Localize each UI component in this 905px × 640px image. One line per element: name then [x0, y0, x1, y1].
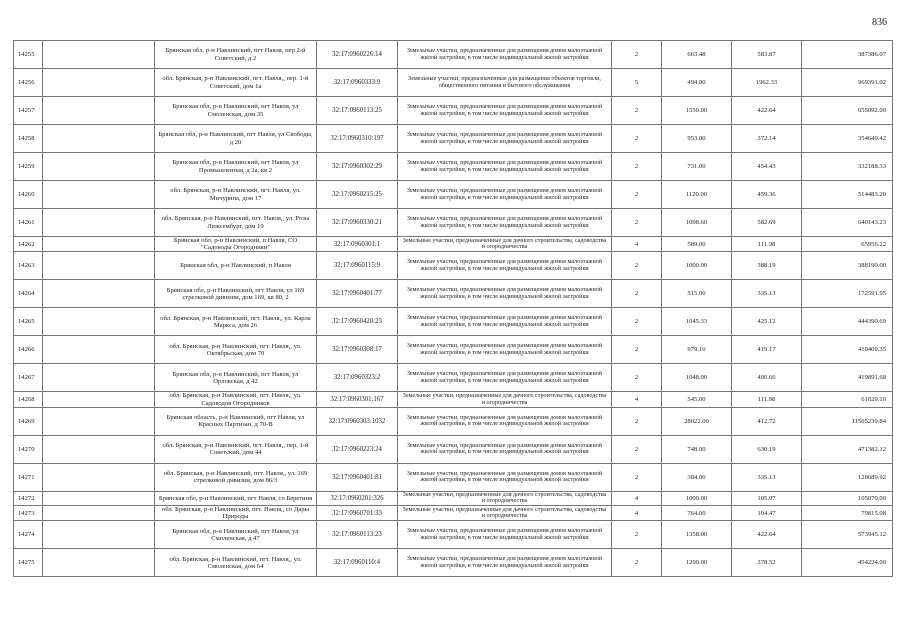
group-cell: 2 [612, 336, 662, 364]
cadastral-number-cell: 32:17:0960113:25 [317, 97, 398, 125]
area-cell: 1358.00 [662, 521, 732, 549]
table-body [14, 41, 893, 577]
row-number: 14269 [14, 407, 43, 435]
land-use-cell: Земельные участки, предназначенные для дачного строительства, садоводства и огородничества [398, 392, 612, 407]
land-registry-table [13, 40, 893, 577]
row-number: 14256 [14, 69, 43, 97]
address-cell: Брянская обл, р-н Навлинский, пгт Навля, ул Смоленская, дом 35 [155, 97, 317, 125]
empty-cell [43, 280, 155, 308]
group-cell: 2 [612, 209, 662, 237]
land-use-cell: Земельные участки, предназначенные для дачного строительства, садоводства и огородничества [398, 237, 612, 252]
land-use-cell: Земельные участки, предназначенные для размещения домов малоэтажной жилой застройки, в том числе индивидуальной жилой застройки [398, 364, 612, 392]
land-use-cell: Земельные участки, предназначенные для размещения домов малоэтажной жилой застройки, в том числе индивидуальной жилой застройки [398, 407, 612, 435]
row-number: 14271 [14, 463, 43, 491]
row-number: 14268 [14, 392, 43, 407]
address-cell: Брянская обл, р-н Навлинский, пгт Навля, ул 169 стрелковой дивизии, дом 169, кв 80, 2 [155, 280, 317, 308]
group-cell: 4 [612, 491, 662, 505]
empty-cell [43, 308, 155, 336]
group-cell: 2 [612, 125, 662, 153]
table-row [14, 549, 893, 577]
cadastral-value-cell: 454224.00 [802, 549, 893, 577]
rate-cell: 422.64 [732, 97, 802, 125]
group-cell: 2 [612, 364, 662, 392]
row-number: 14273 [14, 506, 43, 521]
table-row [14, 336, 893, 364]
row-number: 14259 [14, 153, 43, 181]
cadastral-value-cell: 11565239.84 [802, 407, 893, 435]
land-use-cell: Земельные участки, предназначенные для размещения домов малоэтажной жилой застройки, в том числе индивидуальной жилой застройки [398, 125, 612, 153]
rate-cell: 378.52 [732, 549, 802, 577]
rate-cell: 372.14 [732, 125, 802, 153]
address-cell: обл. Брянская, р-н Навлинский, пгт. Навля,, ул. Розы Люксембург, дом 19 [155, 209, 317, 237]
cadastral-value-cell: 61029.10 [802, 392, 893, 407]
area-cell: 748.00 [662, 435, 732, 463]
area-cell: 384.00 [662, 463, 732, 491]
land-use-cell: Земельные участки, предназначенные для размещения домов малоэтажной жилой застройки, в том числе индивидуальной жилой застройки [398, 209, 612, 237]
cadastral-number-cell: 32:17:0960330:21 [317, 209, 398, 237]
group-cell: 2 [612, 41, 662, 69]
empty-cell [43, 407, 155, 435]
group-cell: 4 [612, 237, 662, 252]
cadastral-value-cell: 640143.23 [802, 209, 893, 237]
land-use-cell: Земельные участки, предназначенные для размещения домов малоэтажной жилой застройки, в том числе индивидуальной жилой застройки [398, 280, 612, 308]
rate-cell: 412.72 [732, 407, 802, 435]
empty-cell [43, 364, 155, 392]
cadastral-value-cell: 388190.00 [802, 252, 893, 280]
area-cell: 1550.00 [662, 97, 732, 125]
address-cell: Брянская обл, р-н Навлинский, пгт Навля, ул Свободы, д 20 [155, 125, 317, 153]
rate-cell: 419.17 [732, 336, 802, 364]
area-cell: 1098.60 [662, 209, 732, 237]
area-cell: 953.00 [662, 125, 732, 153]
row-number: 14258 [14, 125, 43, 153]
row-number: 14263 [14, 252, 43, 280]
empty-cell [43, 392, 155, 407]
area-cell: 979.10 [662, 336, 732, 364]
cadastral-value-cell: 444390.69 [802, 308, 893, 336]
rate-cell: 630.19 [732, 435, 802, 463]
address-cell: Брянская область, р-н Навлинский, пгт Навля, ул Красных Партизан, д 70-В [155, 407, 317, 435]
area-cell: 28022.00 [662, 407, 732, 435]
cadastral-number-cell: 32:17:0960113:23 [317, 521, 398, 549]
address-cell: обл. Брянская, р-н Навлинский, пгт. Навля,, ул. Садоводов Огородников [155, 392, 317, 407]
address-cell: Брянская обл, р-н Навлинский, пгт Навля, ул Орловская, д 42 [155, 364, 317, 392]
address-cell: Брянская обл, р-н Навлинский, п Навля, СО "Садоводы Огородники" [155, 237, 317, 252]
rate-cell: 422.64 [732, 521, 802, 549]
area-cell: 589.00 [662, 237, 732, 252]
land-use-cell: Земельные участки, предназначенные для размещения домов малоэтажной жилой застройки, в том числе индивидуальной жилой застройки [398, 435, 612, 463]
group-cell: 2 [612, 308, 662, 336]
table-row [14, 69, 893, 97]
empty-cell [43, 435, 155, 463]
table-row [14, 364, 893, 392]
land-use-cell: Земельные участки, предназначенные для размещения домов малоэтажной жилой застройки, в том числе индивидуальной жилой застройки [398, 41, 612, 69]
row-number: 14262 [14, 237, 43, 252]
land-use-cell: Земельные участки, предназначенные для размещения домов малоэтажной жилой застройки, в том числе индивидуальной жилой застройки [398, 252, 612, 280]
cadastral-value-cell: 65956.22 [802, 237, 893, 252]
cadastral-number-cell: 32:17:0960303:1032 [317, 407, 398, 435]
cadastral-number-cell: 32:17:0960308:17 [317, 336, 398, 364]
land-use-cell: Земельные участки, предназначенные для дачного строительства, садоводства и огородничества [398, 491, 612, 505]
area-cell: 1045.33 [662, 308, 732, 336]
rate-cell: 111.98 [732, 392, 802, 407]
empty-cell [43, 181, 155, 209]
group-cell: 2 [612, 435, 662, 463]
rate-cell: 105.07 [732, 491, 802, 505]
empty-cell [43, 549, 155, 577]
group-cell: 5 [612, 69, 662, 97]
address-cell: обл. Брянская, р-н Навлинский, пгт. Навля,, пер. 1-й Советский, дом 1а [155, 69, 317, 97]
address-cell: обл. Брянская, р-н Навлинский, пгт. Навля, ул. Мичурина, дом 17 [155, 181, 317, 209]
cadastral-number-cell: 32:17:0960302:29 [317, 153, 398, 181]
address-cell: обл. Брянская, р-н Навлинский, пгт. Навля,, пер. 1-й Советский, дом 44 [155, 435, 317, 463]
table-row [14, 435, 893, 463]
area-cell: 494.00 [662, 69, 732, 97]
empty-cell [43, 491, 155, 505]
row-number: 14275 [14, 549, 43, 577]
cadastral-value-cell: 573945.12 [802, 521, 893, 549]
empty-cell [43, 252, 155, 280]
empty-cell [43, 336, 155, 364]
page-number: 836 [872, 17, 887, 28]
land-use-cell: Земельные участки, предназначенные для дачного строительства, садоводства и огородничества [398, 506, 612, 521]
cadastral-value-cell: 354649.42 [802, 125, 893, 153]
rate-cell: 111.98 [732, 237, 802, 252]
rate-cell: 335.13 [732, 463, 802, 491]
land-use-cell: Земельные участки, предназначенные для размещения домов малоэтажной жилой застройки, в том числе индивидуальной жилой застройки [398, 549, 612, 577]
group-cell: 2 [612, 153, 662, 181]
cadastral-value-cell: 969391.02 [802, 69, 893, 97]
cadastral-number-cell: 32:17:0960301:167 [317, 392, 398, 407]
address-cell: обл. Брянская, р-н Навлинский, пгт. Навля,, ул. Октябрьская, дом 70 [155, 336, 317, 364]
land-use-cell: Земельные участки, предназначенные для размещения домов малоэтажной жилой застройки, в том числе индивидуальной жилой застройки [398, 153, 612, 181]
rate-cell: 400.66 [732, 364, 802, 392]
land-use-cell: Земельные участки, предназначенные для размещения домов малоэтажной жилой застройки, в том числе индивидуальной жилой застройки [398, 308, 612, 336]
area-cell: 1000.00 [662, 491, 732, 505]
row-number: 14267 [14, 364, 43, 392]
cadastral-number-cell: 32:17:0960223:24 [317, 435, 398, 463]
empty-cell [43, 521, 155, 549]
table-row [14, 463, 893, 491]
rate-cell: 388.19 [732, 252, 802, 280]
cadastral-number-cell: 32:17:0960310:197 [317, 125, 398, 153]
land-use-cell: Земельные участки, предназначенные для размещения объектов торговли, общественного питания и бытового обслуживания [398, 69, 612, 97]
row-number: 14260 [14, 181, 43, 209]
table-row [14, 125, 893, 153]
cadastral-value-cell: 105070.00 [802, 491, 893, 505]
row-number: 14257 [14, 97, 43, 125]
table-row [14, 97, 893, 125]
area-cell: 1048.00 [662, 364, 732, 392]
area-cell: 764.00 [662, 506, 732, 521]
row-number: 14255 [14, 41, 43, 69]
area-cell: 663.48 [662, 41, 732, 69]
table-row [14, 181, 893, 209]
area-cell: 1000.00 [662, 252, 732, 280]
rate-cell: 104.47 [732, 506, 802, 521]
area-cell: 1200.00 [662, 549, 732, 577]
cadastral-value-cell: 655092.00 [802, 97, 893, 125]
cadastral-value-cell: 128689.92 [802, 463, 893, 491]
land-use-cell: Земельные участки, предназначенные для размещения домов малоэтажной жилой застройки, в том числе индивидуальной жилой застройки [398, 97, 612, 125]
group-cell: 2 [612, 181, 662, 209]
cadastral-number-cell: 32:17:0960215:25 [317, 181, 398, 209]
row-number: 14266 [14, 336, 43, 364]
row-number: 14264 [14, 280, 43, 308]
cadastral-value-cell: 79815.08 [802, 506, 893, 521]
table-row [14, 252, 893, 280]
empty-cell [43, 209, 155, 237]
empty-cell [43, 69, 155, 97]
cadastral-number-cell: 32:17:0960201:326 [317, 491, 398, 505]
land-use-cell: Земельные участки, предназначенные для размещения домов малоэтажной жилой застройки, в том числе индивидуальной жилой застройки [398, 521, 612, 549]
land-use-cell: Земельные участки, предназначенные для размещения домов малоэтажной жилой застройки, в том числе индивидуальной жилой застройки [398, 336, 612, 364]
address-cell: обл. Брянская, р-н Навлинский, пгт. Навля,, ул. Карла Маркса, дом 26 [155, 308, 317, 336]
address-cell: обл. Брянская, р-н Навлинский, пгт. Навля,, ул. Смоленская, дом 64 [155, 549, 317, 577]
table-row [14, 153, 893, 181]
table-row [14, 237, 893, 252]
row-number: 14261 [14, 209, 43, 237]
empty-cell [43, 153, 155, 181]
table-row [14, 407, 893, 435]
rate-cell: 335.13 [732, 280, 802, 308]
rate-cell: 459.36 [732, 181, 802, 209]
group-cell: 2 [612, 280, 662, 308]
group-cell: 4 [612, 506, 662, 521]
group-cell: 2 [612, 252, 662, 280]
cadastral-number-cell: 32:17:0960420:23 [317, 308, 398, 336]
table-row [14, 392, 893, 407]
group-cell: 4 [612, 392, 662, 407]
cadastral-number-cell: 32:17:0960401:81 [317, 463, 398, 491]
empty-cell [43, 97, 155, 125]
table-row [14, 308, 893, 336]
empty-cell [43, 463, 155, 491]
group-cell: 2 [612, 463, 662, 491]
cadastral-number-cell: 32:17:0960110:4 [317, 549, 398, 577]
area-cell: 731.00 [662, 153, 732, 181]
address-cell: обл. Брянская, р-н Навлинский, пгт. Навля,, ул. 169 стрелковой дивизии, дом 86/3 [155, 463, 317, 491]
group-cell: 2 [612, 407, 662, 435]
rate-cell: 454.43 [732, 153, 802, 181]
rate-cell: 583.87 [732, 41, 802, 69]
table-row [14, 209, 893, 237]
cadastral-number-cell: 32:17:0960333:9 [317, 69, 398, 97]
row-number: 14274 [14, 521, 43, 549]
cadastral-number-cell: 32:17:0960301:1 [317, 237, 398, 252]
group-cell: 2 [612, 97, 662, 125]
cadastral-value-cell: 410409.35 [802, 336, 893, 364]
cadastral-value-cell: 172591.95 [802, 280, 893, 308]
address-cell: Брянская обл, р-н Навлинский, пгт Навля, ул Промышленная, д 2а, кв 2 [155, 153, 317, 181]
row-number: 14272 [14, 491, 43, 505]
cadastral-number-cell: 32:17:0960226:14 [317, 41, 398, 69]
empty-cell [43, 41, 155, 69]
address-cell: Брянская обл, р-н Навлинский, пгт Навля, пер 2-й Советский, д 2 [155, 41, 317, 69]
table-row [14, 41, 893, 69]
land-use-cell: Земельные участки, предназначенные для размещения домов малоэтажной жилой застройки, в том числе индивидуальной жилой застройки [398, 463, 612, 491]
rate-cell: 425.12 [732, 308, 802, 336]
empty-cell [43, 237, 155, 252]
cadastral-value-cell: 332188.33 [802, 153, 893, 181]
cadastral-value-cell: 471382.12 [802, 435, 893, 463]
cadastral-value-cell: 387386.07 [802, 41, 893, 69]
table-row [14, 280, 893, 308]
group-cell: 2 [612, 521, 662, 549]
cadastral-value-cell: 514483.20 [802, 181, 893, 209]
table-row [14, 506, 893, 521]
area-cell: 1120.00 [662, 181, 732, 209]
address-cell: Брянская обл, р-н Навлинский, пгт Навля, ул Смоленская, д 47 [155, 521, 317, 549]
table-row [14, 491, 893, 505]
cadastral-value-cell: 419891.68 [802, 364, 893, 392]
cadastral-number-cell: 32:17:0960115:9 [317, 252, 398, 280]
address-cell: Брянская обл, р-н Навлинский, пгт Навля, со Берегиня [155, 491, 317, 505]
cadastral-number-cell: 32:17:0960401:77 [317, 280, 398, 308]
rate-cell: 582.69 [732, 209, 802, 237]
table-row [14, 521, 893, 549]
address-cell: обл. Брянская, р-н Навлинский, пгт. Навля,, со Дары Природы [155, 506, 317, 521]
empty-cell [43, 506, 155, 521]
empty-cell [43, 125, 155, 153]
cadastral-number-cell: 32:17:0960323:2 [317, 364, 398, 392]
address-cell: Брянская обл, р-н Навлинский, п Навля [155, 252, 317, 280]
cadastral-number-cell: 32:17:0960701:33 [317, 506, 398, 521]
group-cell: 2 [612, 549, 662, 577]
area-cell: 545.00 [662, 392, 732, 407]
rate-cell: 1962.33 [732, 69, 802, 97]
area-cell: 515.00 [662, 280, 732, 308]
land-use-cell: Земельные участки, предназначенные для размещения домов малоэтажной жилой застройки, в том числе индивидуальной жилой застройки [398, 181, 612, 209]
row-number: 14265 [14, 308, 43, 336]
row-number: 14270 [14, 435, 43, 463]
